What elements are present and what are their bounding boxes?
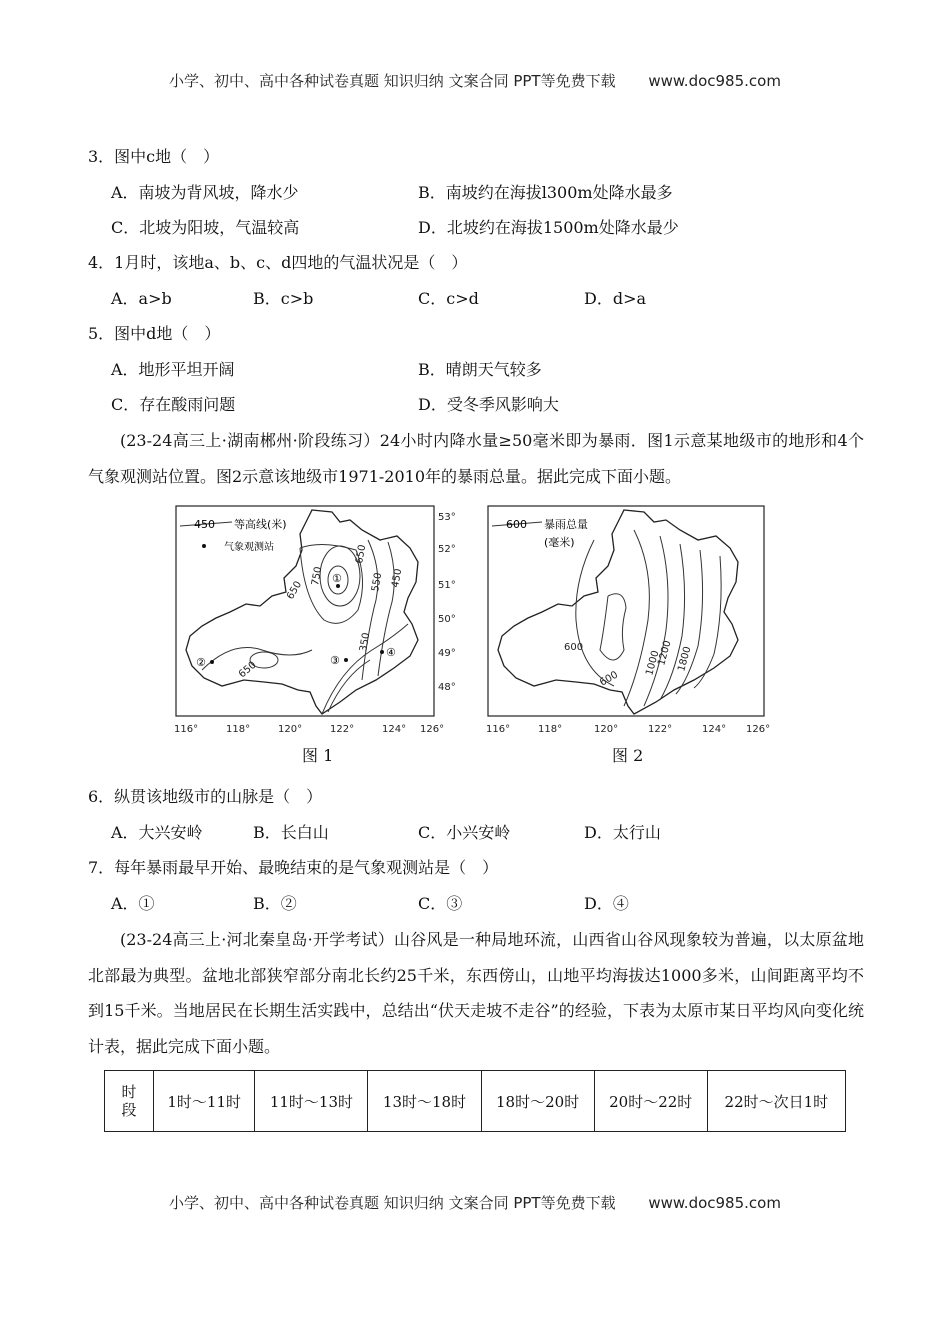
q6-option-c: C．小兴安岭 — [418, 823, 511, 842]
station-dot-3 — [344, 658, 348, 662]
q7-option-d: D．④ — [584, 894, 629, 913]
contour-label-750: 750 — [310, 565, 325, 587]
q5-option-d: D．受冬季风影响大 — [418, 395, 559, 414]
q6-option-d: D．太行山 — [584, 823, 661, 842]
rain-label-1000: 1000 — [644, 649, 662, 677]
contour-label-650c: 650 — [236, 659, 259, 681]
q5-option-c: C．存在酸雨问题 — [111, 395, 236, 414]
header-site[interactable]: www.doc985.com — [648, 72, 781, 90]
q4-stem: 4．1月时，该地a、b、c、d四地的气温状况是（ ） — [88, 253, 468, 272]
header-text: 小学、初中、高中各种试卷真题 知识归纳 文案合同 PPT等免费下载 — [169, 72, 616, 90]
table-cell: 13时～18时 — [368, 1071, 481, 1132]
q4-option-b: B．c>b — [253, 289, 314, 308]
q3-option-c: C．北坡为阳坡，气温较高 — [111, 218, 300, 237]
lon-tick-118: 118° — [226, 724, 251, 735]
q4-option-a: A．a>b — [111, 289, 172, 308]
contour-label-450: 450 — [390, 567, 405, 589]
station-3: ③ — [330, 654, 340, 667]
lon2-tick-116: 116° — [486, 724, 511, 735]
contour-label-650b: 650 — [354, 543, 369, 565]
q5-stem: 5．图中d地（ ） — [88, 324, 221, 343]
lat-tick-49: 49° — [438, 648, 456, 659]
lon-tick-120: 120° — [278, 724, 303, 735]
lon2-tick-124: 124° — [702, 724, 727, 735]
station-4: ④ — [386, 646, 396, 659]
table-cell: 1时～11时 — [154, 1071, 255, 1132]
legend-rain-value: 600 — [506, 518, 527, 531]
rain-label-1200: 1200 — [656, 639, 674, 667]
rain-label-600a: 600 — [564, 642, 584, 653]
station-dot-4 — [380, 650, 384, 654]
legend-station-dot — [202, 544, 206, 548]
station-2: ② — [196, 656, 206, 669]
table-head-period: 时段 — [105, 1071, 154, 1132]
q6-stem: 6．纵贯该地级市的山脉是（ ） — [88, 787, 323, 806]
table-cell: 22时～次日1时 — [707, 1071, 845, 1132]
rain-label-600b: 600 — [598, 669, 621, 689]
lon-tick-116: 116° — [174, 724, 199, 735]
lat-tick-50: 50° — [438, 614, 456, 625]
contour-label-350: 350 — [358, 631, 373, 653]
lat-tick-53: 53° — [438, 512, 456, 523]
contour-label-550: 550 — [370, 571, 385, 593]
page-header — [0, 70, 950, 91]
figure-2-caption: 图 2 — [612, 746, 644, 765]
figure-2 — [484, 500, 774, 740]
q3-option-b: B．南坡约在海拔l300m处降水最多 — [418, 183, 673, 202]
q6-option-a: A．大兴安岭 — [111, 823, 203, 842]
figure-1 — [172, 500, 472, 740]
q3-stem: 3．图中c地（ ） — [88, 147, 220, 166]
lat-tick-48: 48° — [438, 682, 456, 693]
figure-1-caption: 图 1 — [302, 746, 334, 765]
wind-direction-table — [104, 1070, 846, 1132]
contour-label-650a: 650 — [285, 579, 305, 602]
q7-option-a: A．① — [111, 894, 155, 913]
passage-1: (23-24高三上·湖南郴州·阶段练习）24小时内降水量≥50毫米即为暴雨．图1示意某地级市的地形和4个气象观测站位置。图2示意该地级市1971-2010年的暴雨总量。据此完成下面小题。 — [88, 431, 864, 486]
lon2-tick-120: 120° — [594, 724, 619, 735]
q6-option-b: B．长白山 — [253, 823, 329, 842]
q5-option-a: A．地形平坦开阔 — [111, 360, 235, 379]
lat-tick-52: 52° — [438, 544, 456, 555]
q7-option-c: C．③ — [418, 894, 463, 913]
lon-tick-124: 124° — [382, 724, 407, 735]
lon-tick-122: 122° — [330, 724, 355, 735]
rain-label-1800: 1800 — [676, 645, 694, 673]
q4-option-c: C．c>d — [418, 289, 479, 308]
figure-1-frame — [176, 506, 434, 716]
q3-option-d: D．北坡约在海拔1500m处降水最少 — [418, 218, 679, 237]
lon2-tick-122: 122° — [648, 724, 673, 735]
station-1: ① — [332, 572, 342, 585]
page-footer — [0, 1192, 950, 1213]
footer-text: 小学、初中、高中各种试卷真题 知识归纳 文案合同 PPT等免费下载 — [169, 1194, 616, 1212]
q5-option-b: B．晴朗天气较多 — [418, 360, 542, 379]
passage-2: (23-24高三上·河北秦皇岛·开学考试）山谷风是一种局地环流，山西省山谷风现象较为普遍，以太原盆地北部最为典型。盆地北部狭窄部分南北长约25千米，东西傍山，山地平均海拔达1000多米，山间距离平均不到15千米。当地居民在长期生活实践中，总结出“伏天走坡不走谷”的经验，下表为太原市某日平均风向变化统计表，据此完成下面小题。 — [88, 930, 864, 1056]
q7-stem: 7．每年暴雨最早开始、最晚结束的是气象观测站是（ ） — [88, 858, 499, 877]
lat-tick-51: 51° — [438, 580, 456, 591]
lon2-tick-118: 118° — [538, 724, 563, 735]
table-cell: 20时～22时 — [594, 1071, 707, 1132]
legend-rain-label-1: 暴雨总量 — [544, 518, 588, 531]
lon2-tick-126: 126° — [746, 724, 771, 735]
station-dot-2 — [210, 660, 214, 664]
table-cell: 18时～20时 — [481, 1071, 594, 1132]
q4-option-d: D．d>a — [584, 289, 647, 308]
table-cell: 11时～13时 — [255, 1071, 368, 1132]
q3-option-a: A．南坡为背风坡，降水少 — [111, 183, 299, 202]
legend-rain-label-2: (毫米) — [544, 536, 575, 549]
legend-contour-value: 450 — [194, 518, 215, 531]
lon-tick-126: 126° — [420, 724, 445, 735]
legend-contour-label: 等高线(米) — [234, 518, 287, 531]
table-row — [105, 1071, 846, 1132]
q7-option-b: B．② — [253, 894, 297, 913]
footer-site[interactable]: www.doc985.com — [648, 1194, 781, 1212]
legend-station-label: 气象观测站 — [224, 542, 274, 553]
